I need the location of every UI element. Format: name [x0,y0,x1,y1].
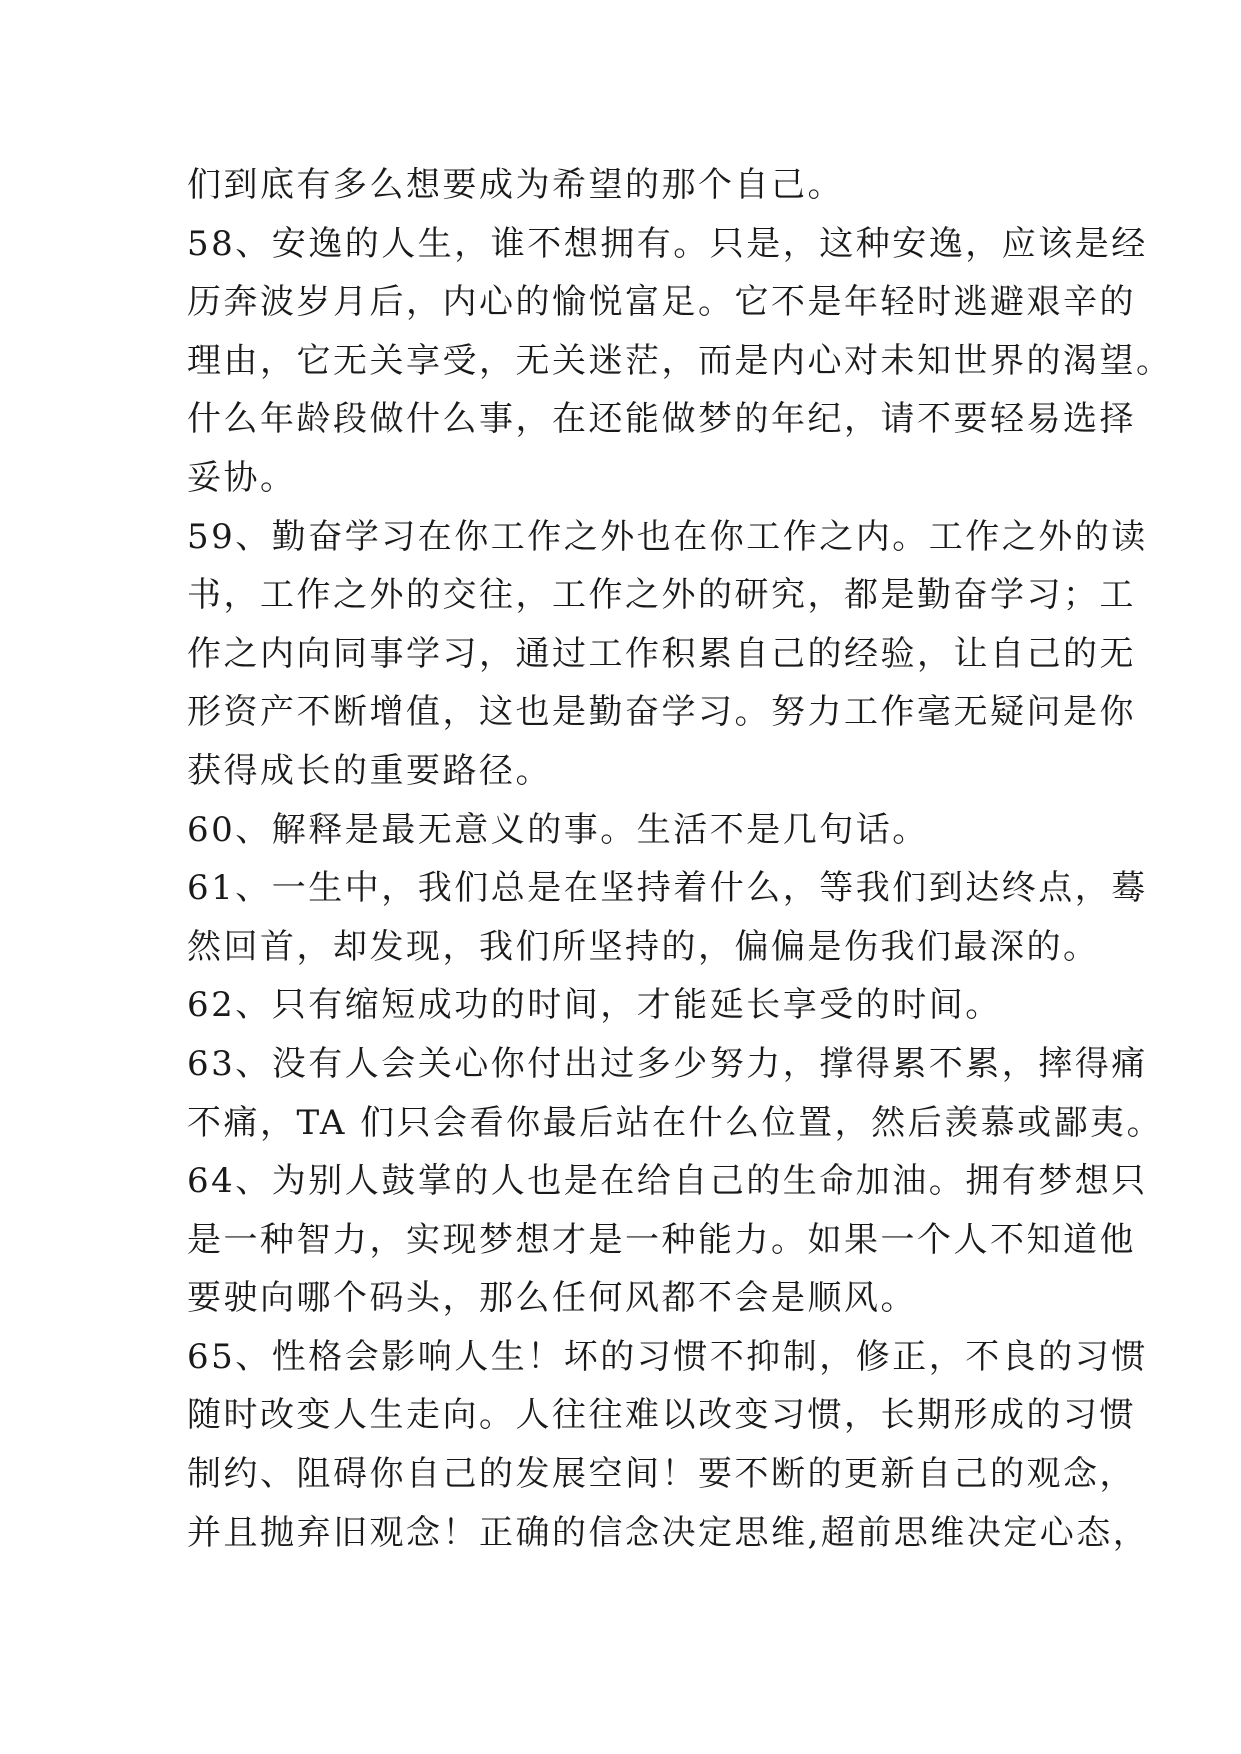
text-line: 制约、阻碍你自己的发展空间！要不断的更新自己的观念， [187,1454,1136,1495]
text-line: 要驶向哪个码头，那么任何风都不会是顺风。 [187,1278,917,1319]
text-line: 随时改变人生走向。人往往难以改变习惯，长期形成的习惯 [187,1395,1136,1436]
text-line: 们到底有多么想要成为希望的那个自己。 [187,165,844,205]
text-line: 妥协。 [187,457,297,498]
text-line: 并且抛弃旧观念！正确的信念决定思维,超前思维决定心态， [187,1512,1150,1553]
body-text [187,156,1173,1562]
text-line: 62、只有缩短成功的时间，才能延长享受的时间。 [187,985,1002,1026]
text-line: 什么年龄段做什么事，在还能做梦的年纪，请不要轻易选择 [187,399,1136,440]
text-line: 是一种智力，实现梦想才是一种能力。如果一个人不知道他 [187,1219,1136,1260]
text-line: 64、为别人鼓掌的人也是在给自己的生命加油。拥有梦想只 [187,1161,1148,1202]
text-line: 61、一生中，我们总是在坚持着什么，等我们到达终点，蓦 [187,868,1148,909]
text-line: 然回首，却发现，我们所坚持的，偏偏是伤我们最深的。 [187,926,1100,967]
text-line: 58、安逸的人生，谁不想拥有。只是，这种安逸，应该是经 [187,223,1148,264]
text-line: 理由，它无关享受，无关迷茫，而是内心对未知世界的渴望。 [187,340,1173,381]
text-line: 59、勤奋学习在你工作之外也在你工作之内。工作之外的读 [187,516,1148,557]
text-line: 不痛，TA 们只会看你最后站在什么位置，然后羡慕或鄙夷。 [187,1102,1164,1143]
text-line: 获得成长的重要路径。 [187,750,552,791]
text-line: 63、没有人会关心你付出过多少努力，撑得累不累，摔得痛 [187,1043,1148,1084]
text-line: 历奔波岁月后，内心的愉悦富足。它不是年轻时逃避艰辛的 [187,282,1136,323]
text-line: 作之内向同事学习，通过工作积累自己的经验，让自己的无 [187,633,1136,674]
text-line: 书，工作之外的交往，工作之外的研究，都是勤奋学习；工 [187,575,1136,616]
text-line: 65、性格会影响人生！坏的习惯不抑制，修正，不良的习惯 [187,1336,1148,1377]
text-line: 形资产不断增值，这也是勤奋学习。努力工作毫无疑问是你 [187,692,1136,733]
text-line: 60、解释是最无意义的事。生活不是几句话。 [187,809,929,850]
